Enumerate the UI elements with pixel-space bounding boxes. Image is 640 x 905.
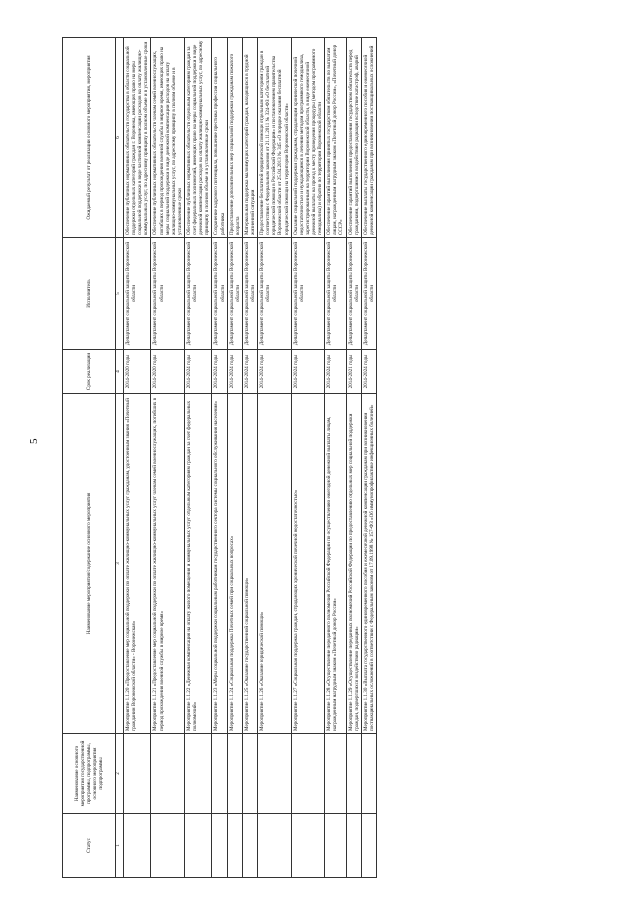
cell-executor: Департамент социальной защиты Воронежской области [291,238,325,350]
header-program-name: Наименование основного мероприятия государственной программы, подпрограммы, основного мероприятия подпрограммы [63,734,116,814]
cell-measure-name: Мероприятие 1.1.28 «Осуществление переданного полномочия Российской Федерации по осуществлению ежегодной денежной выплаты лицам, награжденным нагрудным знаком «Почетный донор России» [325,394,346,734]
cell-program-name [227,734,242,814]
cell-executor: Департамент социальной защиты Воронежской области [242,238,257,350]
table-row [325,38,346,878]
cell-period: 2014-2024 годы [242,350,257,394]
cell-status [212,814,227,878]
cell-executor: Департамент социальной защиты Воронежской области [346,238,361,350]
header-executor: Исполнитель [63,238,116,350]
cell-executor: Департамент социальной защиты Воронежской области [227,238,242,350]
cell-status [361,814,376,878]
column-number: 5 [116,238,124,350]
cell-status [258,814,292,878]
cell-period: 2014-2024 годы [212,350,227,394]
cell-measure-name: Мероприятие 1.1.21 «Предоставление мер социальной поддержки по оплате жилищно-коммунальных услуг членам семей военнослужащих, погибших в период прохождения военной службы в мирное время» [151,394,185,734]
cell-expected-result: Предоставление дополнительных мер социальной поддержки гражданам пожилого возраста [227,38,242,238]
cell-period: 2014-2024 годы [258,350,292,394]
cell-measure-name: Мероприятие 1.1.30 «Выплата государственного единовременного пособия и ежемесячной денежной компенсации гражданам при возникновении поствакцинальных осложнений в соответствии с Федеральным законом от 17.09.1998 № 157-ФЗ «Об иммунопрофилактике инфекционных болезней» [361,394,376,734]
cell-program-name [361,734,376,814]
cell-program-name [346,734,361,814]
column-number: 1 [116,814,124,878]
column-number: 3 [116,394,124,734]
table-row [124,38,151,878]
cell-period: 2014-2024 годы [361,350,376,394]
cell-period: 2014-2024 годы [291,350,325,394]
cell-program-name [291,734,325,814]
cell-expected-result: Обеспечение публичных нормативных обязательств государства в области социальной поддержки отдельных категорий граждан г. Воронежа, имеющих право на меры социальной поддержки в виде частичной компенсации расходов на оплату жилищно-коммунальных услуг, по адресному принципу в полном объеме и в установленные сроки [124,38,151,238]
cell-program-name [242,734,257,814]
cell-status [346,814,361,878]
rotated-table-wrapper [62,38,377,878]
page-number: 5 [28,438,40,444]
column-number-row [116,38,124,878]
cell-executor: Департамент социальной защиты Воронежской области [258,238,292,350]
measures-table [62,37,377,878]
column-number: 2 [116,734,124,814]
table-row [242,38,257,878]
header-measure-name: Наименование мероприятия/содержание основного мероприятия [63,394,116,734]
table-row [212,38,227,878]
table-row [361,38,376,878]
cell-expected-result: Оказание социальной поддержки гражданам, страдающим хронической почечной недостаточностью и нуждающимся в лечении методом программного гемодиализа, зарегистрированным на территории Воронежской области, в виде ежемесячной денежной выплаты на проезд к месту проведения процедуры (методом программного гемодиализа) и обратно по территории Воронежской области [291,38,325,238]
cell-program-name [212,734,227,814]
cell-executor: Департамент социальной защиты Воронежской области [212,238,227,350]
table-row [151,38,185,878]
cell-measure-name: Мероприятие 1.1.22 «Денежная компенсация на оплату жилого помещения и коммунальных услуг отдельным категориям граждан за счет федеральных полномочий» [184,394,211,734]
cell-executor: Департамент социальной защиты Воронежской области [325,238,346,350]
column-number: 4 [116,350,124,394]
cell-measure-name: Мероприятие 1.1.27 «Социальная поддержка граждан, страдающих хронической почечной недостаточностью» [291,394,325,734]
cell-executor: Департамент социальной защиты Воронежской области [184,238,211,350]
cell-period: 2014-2024 годы [184,350,211,394]
cell-expected-result: Обеспечение выплаты государственного единовременного пособия и ежемесячной денежной компенсации гражданам при возникновении поствакцинальных осложнений [361,38,376,238]
cell-status [124,814,151,878]
cell-period: 2014-2020 годы [124,350,151,394]
header-status: Статус [63,814,116,878]
column-number: 6 [116,38,124,238]
cell-status [151,814,185,878]
table-row [184,38,211,878]
table-row [291,38,325,878]
table-row [346,38,361,878]
cell-program-name [258,734,292,814]
cell-period: 2014-2020 годы [151,350,185,394]
cell-expected-result: Материальная поддержка малоимущих категорий граждан, находящихся в трудной жизненной ситуации [242,38,257,238]
cell-expected-result: Обеспечение гарантий выполнения предоставления государством обязательств перед гражданами, подвергшимися воздействию радиации вследствие катастроф, аварий [346,38,361,238]
cell-program-name [124,734,151,814]
cell-executor: Департамент социальной защиты Воронежской области [124,238,151,350]
table-body [124,38,377,878]
cell-period: 2014-2024 годы [227,350,242,394]
cell-expected-result: Предоставление бесплатной юридической помощи отдельным категориям граждан в соответствии с Федеральным законом от 21.11.2011 № 324-ФЗ «О бесплатной юридической помощи в Российской Федерации» и постановлением правительства Воронежской области от 25.04.2013 № 345 «О порядке оказания бесплатной юридической помощи на территории Воронежской области» [258,38,292,238]
cell-measure-name: Мероприятие 1.1.23 «Меры социальной поддержки социальным работникам государственного сектора системы социального обслуживания населения» [212,394,227,734]
cell-expected-result: Сохранение кадрового потенциала, повышение престижа профессии социального работника [212,38,227,238]
cell-measure-name: Мероприятие 1.1.24 «Социальная поддержка Почетных семей при социальных вопросах» [227,394,242,734]
cell-period: 2014-2024 годы [325,350,346,394]
cell-measure-name: Мероприятие 1.1.26 «Оказание юридической помощи» [258,394,292,734]
cell-measure-name: Мероприятие 1.1.25 «Оказание государственной социальной помощи» [242,394,257,734]
cell-expected-result: Обеспечение публичных нормативных обязательств членам семей военнослужащих, погибших в период прохождения военной службы в мирное время, имеющих право на меры социальной поддержки в виде денежной компенсации расходов на оплату жилищно-коммунальных услуг, по адресному принципу в полном объеме и в установленные сроки [151,38,185,238]
cell-status [227,814,242,878]
table-row [258,38,292,878]
cell-program-name [151,734,185,814]
cell-measure-name: Мероприятие 1.1.20 «Предоставление мер социальной поддержки по оплате жилищно-коммунальных услуг гражданам, удостоенным звания «Почетный гражданин Воронежской области» - Воронежская» [124,394,151,734]
cell-status [242,814,257,878]
cell-program-name [325,734,346,814]
cell-executor: Департамент социальной защиты Воронежской области [361,238,376,350]
cell-status [291,814,325,878]
cell-program-name [184,734,211,814]
cell-executor: Департамент социальной защиты Воронежской области [151,238,185,350]
cell-expected-result: Обеспечение гарантий выполнения принятых государством обязательств по выплатам лицам, награжденным нагрудным знаком «Почетный донор России», «Почетный донор СССР» [325,38,346,238]
header-expected-result: Ожидаемый результат от реализации основного мероприятия, мероприятия [63,38,116,238]
cell-period: 2014-2021 годы [346,350,361,394]
header-period: Срок реализации [63,350,116,394]
table-header-row [63,38,116,878]
cell-measure-name: Мероприятие 1.1.29 «Осуществление переданных полномочий Российской Федерации по предоставлению отдельных мер социальной поддержки граждан, подвергшихся воздействию радиации» [346,394,361,734]
table-row [227,38,242,878]
cell-status [325,814,346,878]
cell-expected-result: Обеспечение публичных нормативных обязательств отдельным категориям граждан за счет федеральных полномочий, имеющих право на меры социальной поддержки в виде денежной компенсации расходов на оплату жилищно-коммунальных услуг, по адресному принципу в полном объеме и в установленные сроки [184,38,211,238]
cell-status [184,814,211,878]
